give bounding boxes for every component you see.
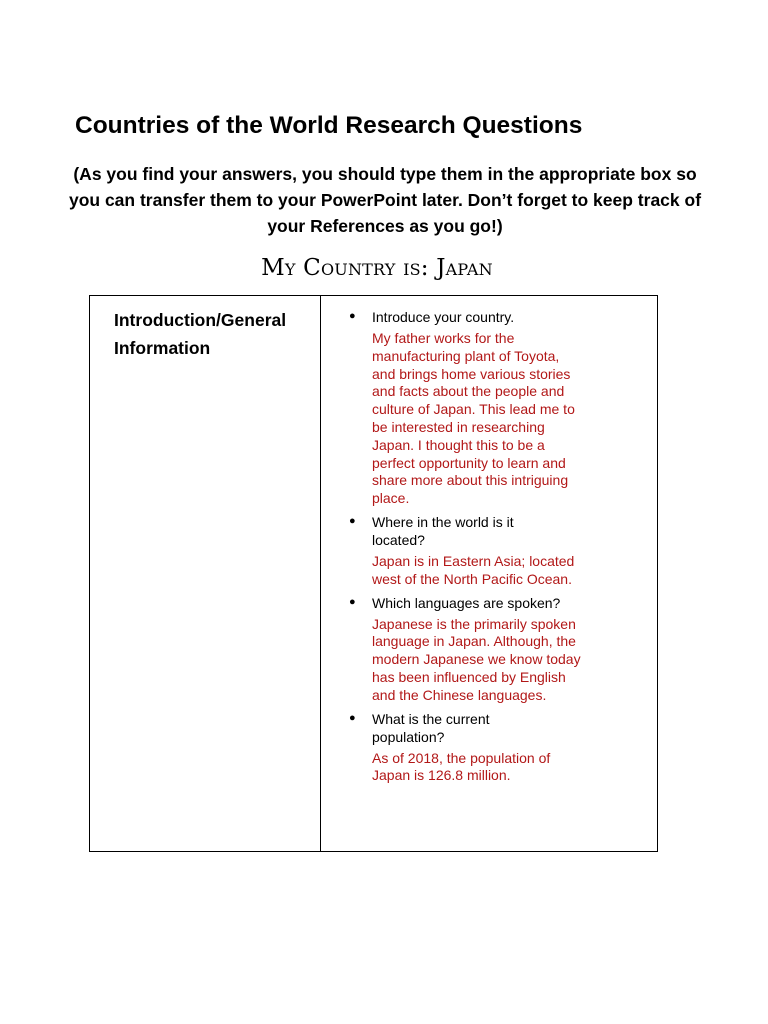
question-item-location: [348, 513, 648, 589]
country-heading: My Country is: Japan: [261, 255, 493, 281]
question-text: What is the current population?: [372, 710, 490, 745]
question-text: Introduce your country.: [372, 309, 515, 325]
answer-text: As of 2018, the population of Japan is 126.8 million.: [372, 749, 551, 784]
answer-text: Japanese is the primarily spoken language in Japan. Although, the modern Japanese we know today has been influenced by English and the Chinese languages.: [372, 615, 581, 703]
column-divider: [320, 296, 321, 851]
page-title: Countries of the World Research Questions: [75, 112, 583, 139]
question-item-introduce: [348, 308, 648, 508]
question-item-population: [348, 710, 648, 786]
research-table: [89, 295, 658, 852]
bullet-icon: ●: [349, 595, 356, 608]
question-list: [348, 308, 648, 790]
bullet-icon: ●: [349, 711, 356, 724]
question-text: Which languages are spoken?: [372, 594, 561, 611]
question-text: Where in the world is it located?: [372, 513, 514, 548]
section-heading: Introduction/General Information: [114, 310, 287, 358]
answer-text: Japan is in Eastern Asia; located west of the North Pacific Ocean.: [372, 552, 575, 587]
question-item-languages: [348, 594, 648, 705]
bullet-icon: ●: [349, 310, 356, 322]
instructions-text: (As you find your answers, you should type them in the appropriate box so you can transfer them to your PowerPoint later. Don’t forget to keep track of your References as you go!): [68, 164, 702, 236]
answer-text: My father works for the manufacturing plant of Toyota, and brings home various stories and facts about the people and culture of Japan. This lead me to be interested in researching Japan. I thought this to be a perfect opportunity to learn and share more about this intriguing place.: [372, 330, 575, 507]
bullet-icon: ●: [349, 514, 356, 527]
